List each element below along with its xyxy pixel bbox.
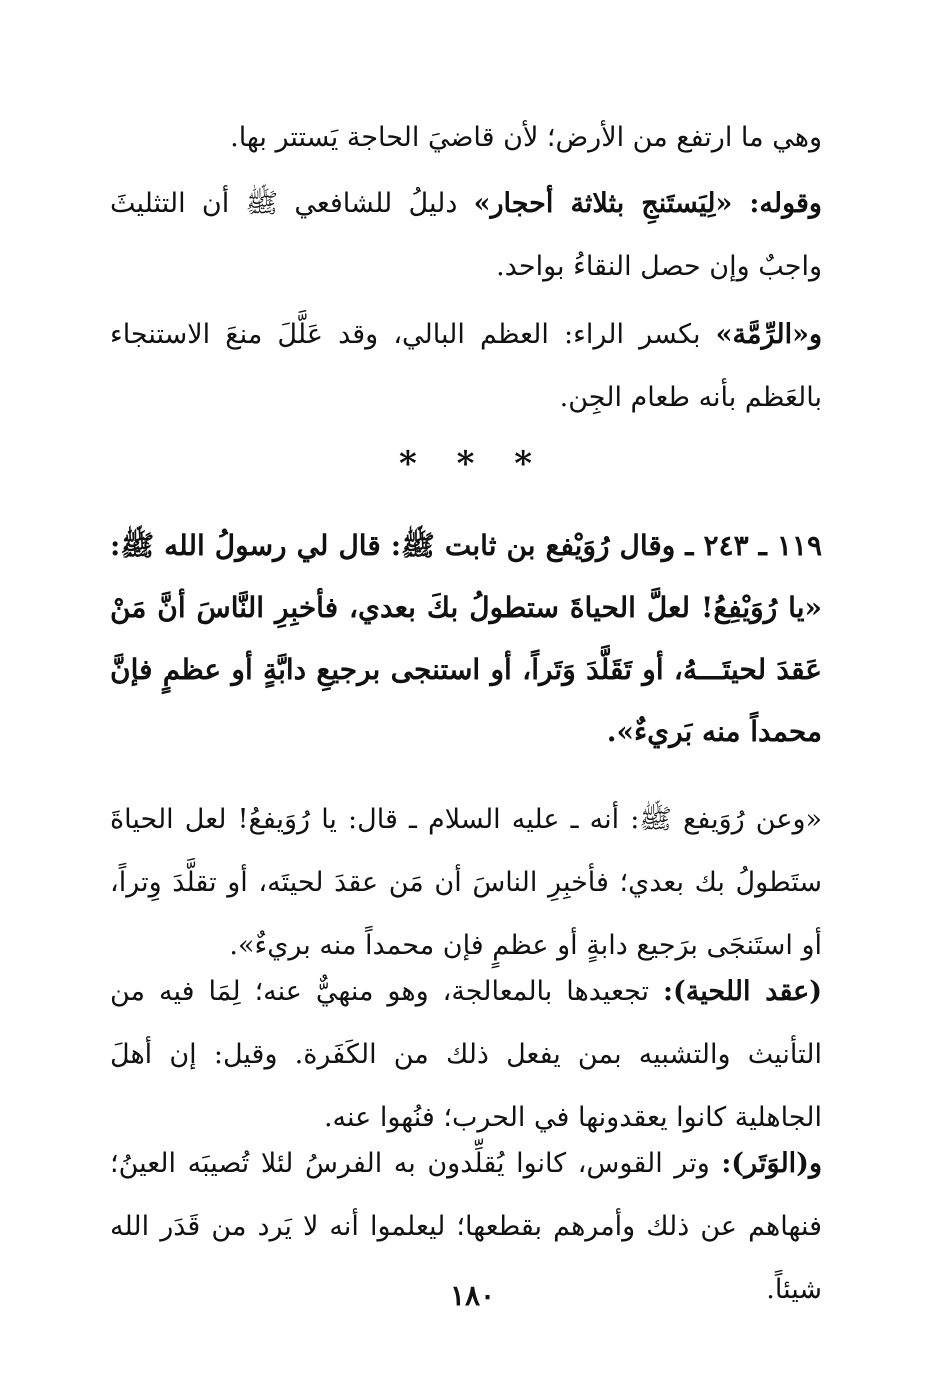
paragraph-beard-knot	[110, 960, 822, 1149]
section-separator: * * *	[398, 444, 546, 484]
paragraph-three-stones	[110, 172, 822, 298]
term-heading: و«الرِّمَّة»	[715, 319, 822, 350]
paragraph-text: دليلُ للشافعي ﷺ أن التثليثَ واجبٌ وإن حصل النقاءُ بواحد.	[110, 188, 822, 282]
term-heading: (عقد اللحية):	[663, 976, 823, 1007]
paragraph-text: بكسر الراء: العظم البالي، وقد عَلَّلَ منعَ الاستنجاء بالعَظم بأنه طعام الجِن.	[110, 319, 822, 413]
term-heading: و(الوَتَر):	[721, 1148, 822, 1179]
paragraph-rimma	[110, 303, 822, 429]
page-number: ١٨٠	[449, 1279, 496, 1312]
paragraph-elevated-ground	[110, 106, 822, 169]
paragraph-narration	[110, 788, 822, 977]
paragraph-text: «وعن رُوَيفع ﷺ: أنه ـ عليه السلام ـ قال: يا رُوَيفعُ! لعل الحياةَ ستَطولُ بك بعدي؛ فأخبِرِ الناسَ أن مَن عقدَ لحيتَه، أو تقلَّدَ وِتراً، أو استَنجَى برَجيع دابةٍ أو عظمٍ فإن محمداً منه بريءٌ».	[110, 804, 822, 961]
quoted-phrase: وقوله: «لِيَستَنجِ بثلاثة أحجار»	[473, 188, 822, 219]
paragraph-text: تجعيدها بالمعالجة، وهو منهيٌّ عنه؛ لِمَا فيه من التأنيث والتشبيه بمن يفعل ذلك من الكَفَرة. وقيل: إن أهلَ الجاهلية كانوا يعقدونها في الحرب؛ فنُهوا عنه.	[110, 976, 822, 1133]
paragraph-text: وهي ما ارتفع من الأرض؛ لأن قاضيَ الحاجة يَستتر بها.	[230, 122, 822, 153]
paragraph-text: وتر القوس، كانوا يُقلِّدون به الفرسُ لئلا تُصيبَه العينُ؛ فنهاهم عن ذلك وأمرهم بقطعها؛ ليعلموا أنه لا يَرد من قَدَر الله شيئاً.	[110, 1148, 822, 1305]
hadith-text: ١١٩ ـ ٢٤٣ ـ وقال رُوَيْفع بن ثابت ﷺ: قال لي رسولُ الله ﷺ: «يا رُوَيْفِعُ! لعلَّ الحياةَ ستطولُ بكَ بعدي، فأخبِرِ النَّاسَ أنَّ مَنْ عَقدَ لحيتَـــهُ، أو تَقَلَّدَ وَتَراً، أو استنجى برجيعِ دابَّةٍ أو عظمٍ فإنَّ محمداً منه بَريءٌ».	[110, 529, 822, 748]
